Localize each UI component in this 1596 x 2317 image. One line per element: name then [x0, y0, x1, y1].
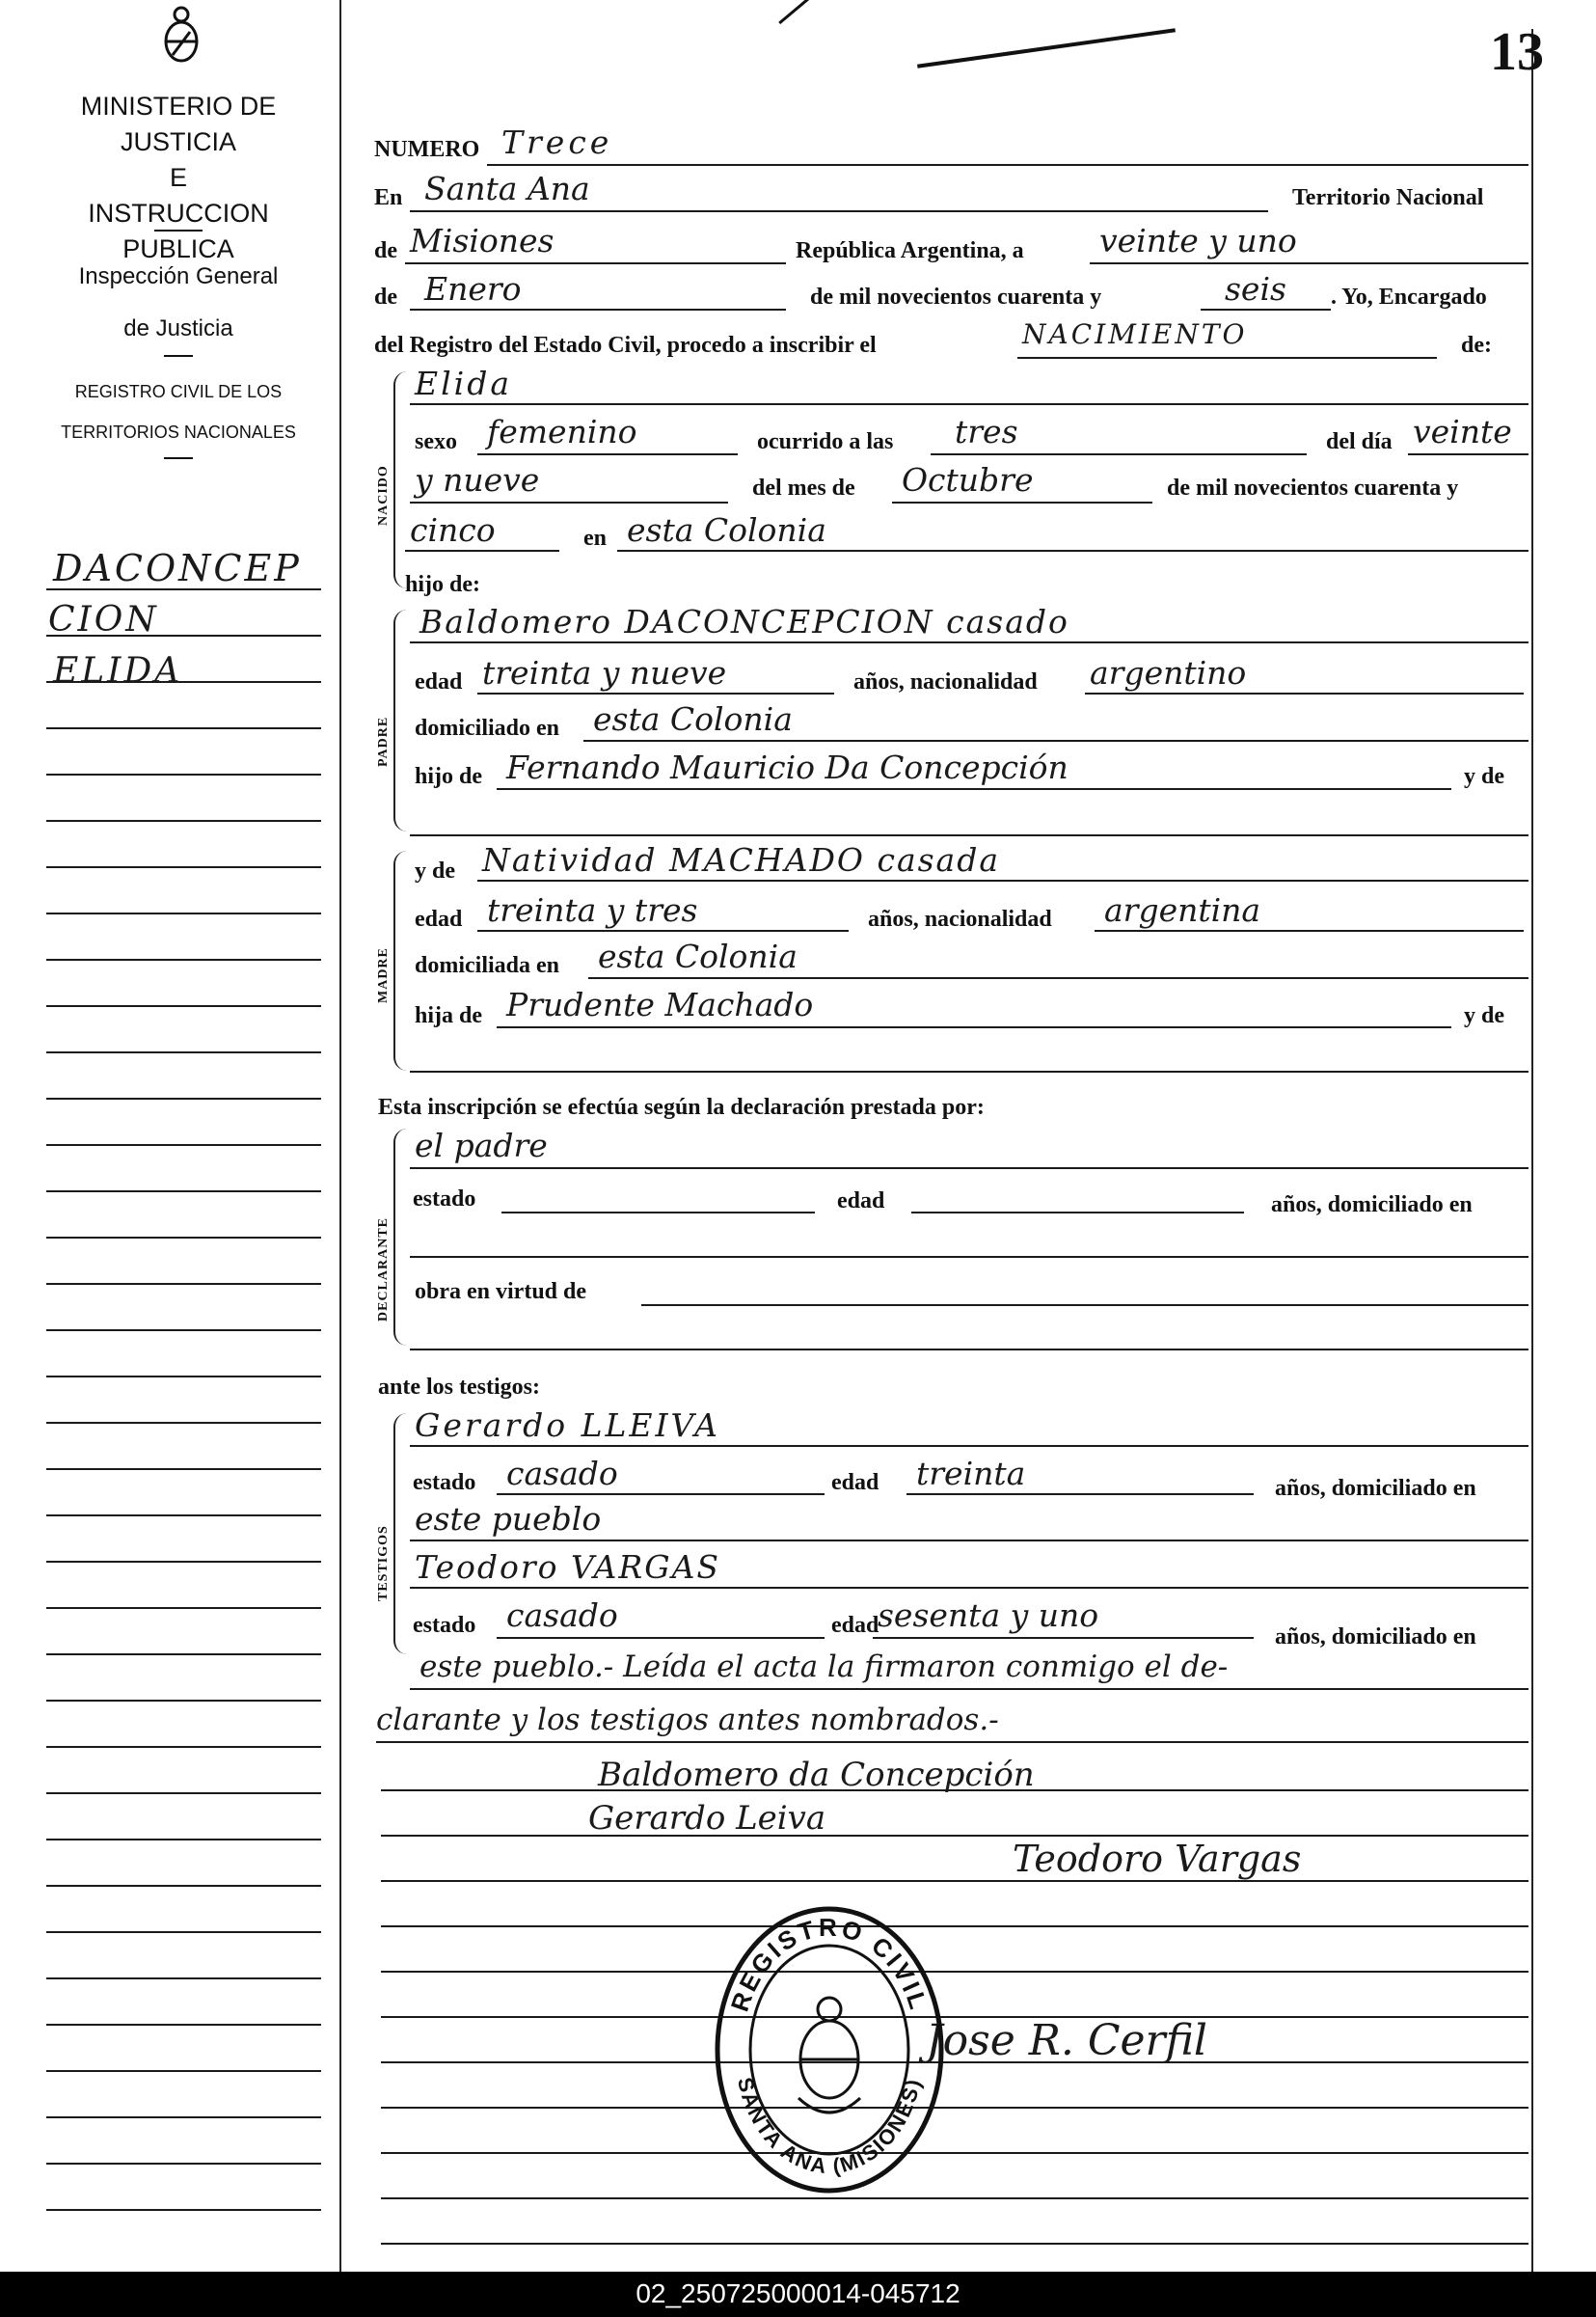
hora-value: tres [955, 413, 1018, 450]
nacido-side-label: NACIDO [376, 465, 391, 526]
numero-line [487, 164, 1528, 166]
testigo1-estado-line [497, 1493, 825, 1495]
testigo1-nombre: Gerardo LLEIVA [415, 1406, 720, 1444]
mes-value: Enero [424, 270, 522, 308]
madre-domicilio-value: esta Colonia [598, 938, 798, 975]
nacido-mes-line [892, 502, 1152, 504]
declarante-edad-line [911, 1212, 1244, 1213]
sidebar-ruled-line [46, 1977, 321, 1979]
de2-label: de [374, 285, 397, 310]
madre-yde2-label: y de [1464, 1003, 1504, 1028]
sexo-value: femenino [487, 413, 637, 450]
sidebar-divider [339, 0, 341, 2272]
sidebar-ruled-line [46, 1468, 321, 1470]
testigo2-estado-value: casado [506, 1596, 618, 1634]
sexo-label: sexo [415, 429, 457, 454]
sidebar-ruled-line [46, 1746, 321, 1748]
nacido-nombre-line [410, 403, 1528, 405]
anio-value: seis [1225, 270, 1286, 308]
testigo2-cont-line [376, 1741, 1528, 1743]
del-mes-label: del mes de [752, 476, 855, 501]
sidebar-ruled-line [46, 1376, 321, 1377]
header-scribble-2 [778, 0, 832, 24]
testigo1-edad-value: treinta [916, 1455, 1026, 1492]
testigos-side-label: TESTIGOS [376, 1525, 391, 1601]
testigo2-edad-line [873, 1637, 1254, 1639]
numero-label: NUMERO [374, 137, 480, 162]
ocurrido-label: ocurrido a las [757, 429, 894, 454]
sidebar-ruled-line [46, 588, 321, 590]
signature-ruled-line [381, 2197, 1528, 2199]
de-line [405, 262, 786, 264]
testigo1-edad-line [906, 1493, 1254, 1495]
declaracion-label: Esta inscripción se efectúa según la declaración prestada por: [378, 1095, 985, 1120]
padre-hijo-line [497, 788, 1451, 790]
sidebar-ruled-line [46, 820, 321, 822]
ministry-title: MINISTERIO DE JUSTICIA E INSTRUCCION PUBLICA [80, 92, 277, 263]
republica-label: República Argentina, a [796, 238, 1024, 263]
signature-ruled-line [381, 1880, 1528, 1882]
sidebar-ruled-line [46, 2209, 321, 2211]
testigo2-cont: clarante y los testigos antes nombrados.- [376, 1703, 999, 1737]
testigo2-estado-line [497, 1637, 825, 1639]
madre-domicilio-label: domiciliada en [415, 953, 560, 978]
padre-nacionalidad-value: argentino [1090, 654, 1247, 692]
testigo1-estado-label: estado [413, 1470, 476, 1495]
de3-label: de: [1461, 333, 1492, 358]
dia-line [1090, 262, 1528, 264]
sidebar-ruled-line [46, 2163, 321, 2165]
firma-encargado: Jose R. Cerfil [926, 2016, 1207, 2065]
padre-hijo-label: hijo de [415, 764, 483, 789]
declarante-estado-label: estado [413, 1186, 476, 1212]
madre-nombre-line [477, 880, 1528, 882]
en-line [410, 210, 1268, 212]
sidebar-ruled-line [46, 1931, 321, 1933]
dia-value: veinte y uno [1099, 222, 1297, 259]
coat-of-arms-icon [159, 5, 203, 73]
nacido-dia-value: veinte [1413, 413, 1512, 450]
nacido-brace [393, 371, 409, 588]
de-label: de [374, 238, 397, 263]
padre-side-label: PADRE [376, 716, 391, 767]
padre-domicilio-line [583, 740, 1528, 742]
sidebar-ruled-line [46, 635, 321, 637]
sidebar-ruled-line [46, 1839, 321, 1840]
header-scribble [917, 28, 1176, 68]
registro-label: del Registro del Estado Civil, procedo a inscribir el [374, 333, 877, 358]
declarante-brace [393, 1129, 409, 1346]
padre-domicilio-value: esta Colonia [593, 700, 793, 738]
firma-testigo1: Gerardo Leiva [588, 1799, 826, 1838]
lugar-line [617, 550, 1528, 552]
madre-edad-value: treinta y tres [487, 891, 698, 929]
nacido-anio-value: cinco [410, 511, 496, 549]
declarante-side-label: DECLARANTE [376, 1216, 391, 1322]
declarante-domicilio-line [410, 1256, 1528, 1258]
sidebar-rule-2 [164, 355, 193, 357]
numero-value: Trece [501, 123, 613, 161]
madre-yde-label: y de [415, 859, 455, 884]
padre-nombre: Baldomero DACONCEPCION casado [419, 603, 1069, 641]
signature-ruled-line [381, 1925, 1528, 1927]
madre-hija-label: hija de [415, 1003, 483, 1028]
declarante-edad-label: edad [837, 1188, 885, 1213]
sidebar-ruled-line [46, 1190, 321, 1192]
nacido-dia-cont: y nueve [415, 461, 540, 499]
hijo-label: hijo de: [405, 572, 480, 597]
dia-cont-line [410, 502, 728, 504]
nacido-nombre: Elida [415, 365, 512, 402]
footer-id: 02_250725000014-045712 [636, 2278, 960, 2308]
sidebar-ruled-line [46, 2116, 321, 2118]
sidebar-ruled-line [46, 1005, 321, 1007]
sidebar-ruled-line [46, 1098, 321, 1100]
sidebar-ruled-line [46, 959, 321, 961]
nacido-en-label: en [583, 526, 607, 551]
padre-edad-value: treinta y nueve [482, 654, 727, 692]
testigo1-domicilio-value: este pueblo [415, 1500, 602, 1538]
sidebar-ruled-line [46, 727, 321, 729]
signature-ruled-line [381, 2243, 1528, 2245]
sidebar-ruled-line [46, 913, 321, 914]
yo-label: . Yo, Encargado [1331, 285, 1487, 310]
declarante-nombre-line [410, 1167, 1528, 1169]
padre-hijo-value: Fernando Mauricio Da Concepción [506, 749, 1069, 786]
padre-edad-line [477, 693, 834, 695]
madre-edad-label: edad [415, 907, 463, 932]
signature-ruled-line [381, 2152, 1528, 2154]
nacido-mil-label: de mil novecientos cuarenta y [1167, 476, 1459, 501]
sidebar-ruled-line [46, 1653, 321, 1655]
madre-edad-line [477, 930, 849, 932]
hora-line [931, 453, 1307, 455]
sidebar-ruled-line [46, 2024, 321, 2026]
padre-domicilio-label: domiciliado en [415, 716, 560, 741]
madre-nacionalidad-value: argentina [1104, 891, 1261, 929]
sidebar-ruled-line [46, 1607, 321, 1609]
madre-nacionalidad-line [1095, 930, 1524, 932]
padre-abuela-line [410, 834, 1528, 836]
sidebar-ruled-line [46, 1144, 321, 1146]
svg-text:REGISTRO CIVIL [725, 1913, 934, 2015]
testigos-brace [393, 1413, 409, 1654]
margin-name-3: ELIDA [53, 651, 183, 691]
madre-hija-value: Prudente Machado [506, 986, 814, 1023]
testigo1-nombre-line [410, 1445, 1528, 1447]
madre-brace [393, 851, 409, 1071]
stamp-bottom-text: SANTA ANA (MISIONES) [732, 2075, 927, 2179]
sidebar-ruled-line [46, 1329, 321, 1331]
anio-line [1201, 309, 1331, 311]
obra-label: obra en virtud de [415, 1279, 587, 1304]
madre-abuela-line [410, 1071, 1528, 1073]
en-value: Santa Ana [424, 170, 590, 207]
del-dia-label: del día [1326, 429, 1393, 454]
testigo1-edad-label: edad [831, 1470, 879, 1495]
sidebar-rule-3 [164, 457, 193, 459]
nacido-mes-value: Octubre [902, 461, 1034, 499]
padre-yde-label: y de [1464, 764, 1504, 789]
acto-line [1017, 357, 1437, 359]
padre-nombre-line [410, 641, 1528, 643]
testigo2-edad-label: edad [831, 1613, 879, 1638]
madre-hija-line [497, 1026, 1451, 1028]
mil-label: de mil novecientos cuarenta y [810, 285, 1102, 310]
padre-brace [393, 610, 409, 831]
sidebar-rule-1 [154, 230, 203, 232]
sidebar-ruled-line [46, 2070, 321, 2072]
madre-nacionalidad-label: años, nacionalidad [868, 907, 1052, 932]
madre-domicilio-line [588, 977, 1528, 979]
testigo2-domicilio-line [410, 1688, 1528, 1690]
en-label: En [374, 185, 403, 210]
testigo2-nombre: Teodoro VARGAS [415, 1548, 721, 1586]
nacido-dia-line [1408, 453, 1528, 455]
signature-ruled-line [381, 1971, 1528, 1973]
sidebar-ruled-line [46, 774, 321, 776]
signature-ruled-line [381, 2107, 1528, 2109]
sidebar-ruled-line [46, 1051, 321, 1053]
sidebar-ruled-line [46, 681, 321, 683]
padre-nacionalidad-label: años, nacionalidad [853, 669, 1038, 695]
sidebar-ruled-line [46, 1514, 321, 1516]
testigos-label: ante los testigos: [378, 1375, 540, 1400]
sidebar-ruled-line [46, 866, 321, 868]
registro-civil-stamp [714, 1905, 945, 2194]
mes-line [410, 309, 786, 311]
margin-name-2: CION [48, 600, 159, 640]
firma-testigo2: Teodoro Vargas [1013, 1838, 1302, 1880]
margin-name-1: DACONCEP [53, 547, 302, 589]
testigo2-domicilio-label: años, domiciliado en [1275, 1624, 1476, 1649]
testigo1-domicilio-label: años, domiciliado en [1275, 1476, 1476, 1501]
obra-line-2 [410, 1349, 1528, 1350]
testigo2-nombre-line [410, 1587, 1528, 1589]
acto-value: NACIMIENTO [1022, 318, 1248, 350]
sidebar-ruled-line [46, 1422, 321, 1424]
testigo2-edad-value: sesenta y uno [878, 1596, 1099, 1634]
department-title: Inspección General de Justicia [78, 263, 279, 341]
declarante-domicilio-label: años, domiciliado en [1271, 1192, 1473, 1217]
firma-padre: Baldomero da Concepción [598, 1756, 1035, 1794]
declarante-nombre: el padre [415, 1127, 548, 1164]
testigo1-estado-value: casado [506, 1455, 618, 1492]
right-border [1531, 29, 1533, 2272]
page-number: 13 [1490, 22, 1544, 82]
testigo2-domicilio-value: este pueblo.- Leída el acta la firmaron conmigo el de- [419, 1649, 1229, 1684]
sidebar-ruled-line [46, 1283, 321, 1285]
sidebar-ruled-line [46, 1792, 321, 1794]
testigo2-estado-label: estado [413, 1613, 476, 1638]
testigo1-domicilio-line [410, 1540, 1528, 1541]
territorio-label: Territorio Nacional [1292, 185, 1484, 210]
stamp-top-text: REGISTRO CIVIL [724, 1912, 934, 2015]
de-value: Misiones [410, 222, 555, 259]
padre-nacionalidad-line [1085, 693, 1524, 695]
sidebar-ruled-line [46, 1237, 321, 1239]
signature-ruled-line [381, 1835, 1528, 1837]
sidebar-ruled-line [46, 1561, 321, 1563]
madre-side-label: MADRE [376, 947, 391, 1003]
obra-line [641, 1304, 1528, 1306]
padre-edad-label: edad [415, 669, 463, 695]
declarante-estado-line [501, 1212, 815, 1213]
sidebar-ruled-line [46, 1885, 321, 1887]
lugar-value: esta Colonia [627, 511, 826, 549]
registry-title: REGISTRO CIVIL DE LOS TERRITORIOS NACIONALES [61, 382, 296, 442]
sexo-line [477, 453, 738, 455]
madre-nombre: Natividad MACHADO casada [482, 841, 1001, 879]
nacido-anio-line [405, 550, 559, 552]
sidebar-ruled-line [46, 1700, 321, 1702]
